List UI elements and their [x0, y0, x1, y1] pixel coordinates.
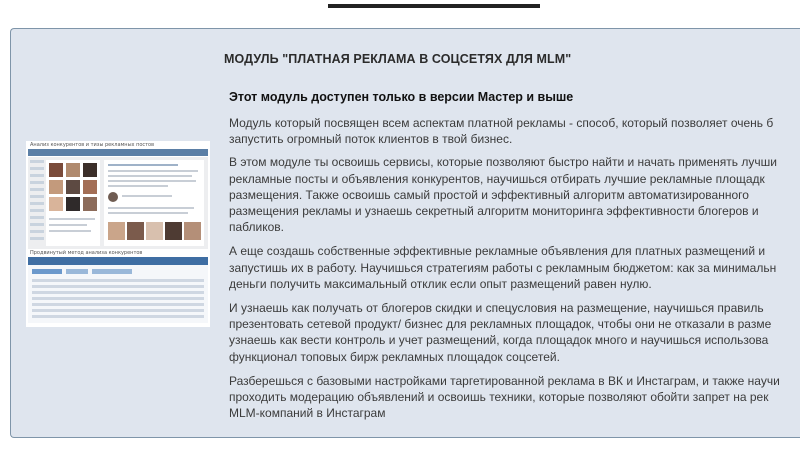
vk-post-image	[184, 222, 201, 240]
vk-post-column	[104, 160, 204, 246]
vk-text-line	[108, 175, 192, 177]
sheet-preview	[28, 265, 208, 323]
screenshot-caption: Анализ конкурентов и тизы рекламных постов	[30, 142, 155, 148]
module-subtitle: Этот модуль доступен только в версии Мастер и выше	[229, 90, 574, 104]
vk-header-bar	[28, 149, 208, 156]
module-title: МОДУЛЬ "ПЛАТНАЯ РЕКЛАМА В СОЦСЕТЯХ ДЛЯ MLM"	[224, 52, 572, 66]
vk-thumb	[66, 180, 80, 194]
vk-text-line	[108, 185, 168, 187]
vk-thumb	[49, 197, 63, 211]
description-paragraph: Модуль который посвящен всем аспектам платной рекламы - способ, который позволяет очень б запустить огромный поток клиентов в твой бизнес.	[229, 116, 774, 147]
sheet-row	[32, 285, 204, 288]
module-description	[229, 115, 800, 429]
vk-post-image	[165, 222, 182, 240]
description-paragraph: Разберешься с базовыми настройками таргетированной реклама в ВК и Инстаграм, и также научи проходить модерацию объявлений и освоишь техники, которые позволяют обойти запрет на рек MLM-компаний в Инстаграм	[229, 373, 780, 421]
vk-text-line	[108, 207, 194, 209]
module-card	[10, 28, 800, 438]
vk-text-line	[108, 180, 196, 182]
vk-post-image	[108, 222, 125, 240]
vk-text-line	[108, 212, 188, 214]
vk-text-line	[49, 224, 87, 226]
vk-post-image	[127, 222, 144, 240]
vk-text-line	[108, 170, 198, 172]
vk-thumb	[83, 163, 97, 177]
description-paragraph: А еще создашь собственные эффективные рекламные объявления для платных размещений и запустишь их в работу. Научишься стратегиям работы с рекламным бюджетом: как за минимальн деньги получить максимальный отклик если опыт размещений равен нулю.	[229, 244, 777, 291]
vk-post-image	[146, 222, 163, 240]
vk-thumb	[66, 163, 80, 177]
sheet-row	[32, 315, 204, 318]
sheet-row	[32, 279, 204, 282]
top-divider-bar	[328, 4, 540, 8]
sheet-cell	[92, 269, 132, 274]
description-paragraph: И узнаешь как получать от блогеров скидки и спецусловия на размещение, научишься правиль презентовать сетевой продукт/ бизнес для рекламных площадок, чтобы они не отказали в разме узнаешь как вести контроль и учет размещений, когда площадок много и научишься использова функционал топовых бирж рекламных площадок соцсетей.	[229, 301, 772, 364]
vk-page-preview	[28, 157, 208, 249]
screenshot-caption: Продвинутый метод анализа конкурентов	[30, 250, 143, 256]
vk-text-line	[108, 164, 178, 166]
screenshot-competitor-analysis	[26, 141, 210, 253]
avatar	[108, 192, 118, 202]
vk-text-line	[122, 195, 172, 197]
sheet-header-bar	[28, 257, 208, 265]
vk-text-line	[49, 218, 95, 220]
vk-sidebar	[30, 160, 44, 240]
vk-left-column	[46, 160, 100, 246]
sheet-cell	[32, 269, 62, 274]
screenshot-advanced-analysis	[26, 249, 210, 327]
vk-thumb	[66, 197, 80, 211]
vk-thumb	[83, 197, 97, 211]
vk-thumb	[49, 163, 63, 177]
vk-thumb	[49, 180, 63, 194]
sheet-row	[32, 291, 204, 294]
sheet-cell	[66, 269, 88, 274]
sheet-row	[32, 309, 204, 312]
sheet-row	[32, 303, 204, 306]
vk-text-line	[49, 230, 91, 232]
vk-thumb	[83, 180, 97, 194]
description-paragraph: В этом модуле ты освоишь сервисы, которые позволяют быстро найти и начать применять лучши рекламные посты и объявления конкурентов, научишься отбирать лучшие рекламные площадк размещения. Также освоишь самый простой и эффективный алгоритм автоматизированного размещения рекламы и узнаешь секретный алгоритм мониторинга эффективности блогеров и пабликов.	[229, 155, 777, 235]
sheet-row	[32, 297, 204, 300]
